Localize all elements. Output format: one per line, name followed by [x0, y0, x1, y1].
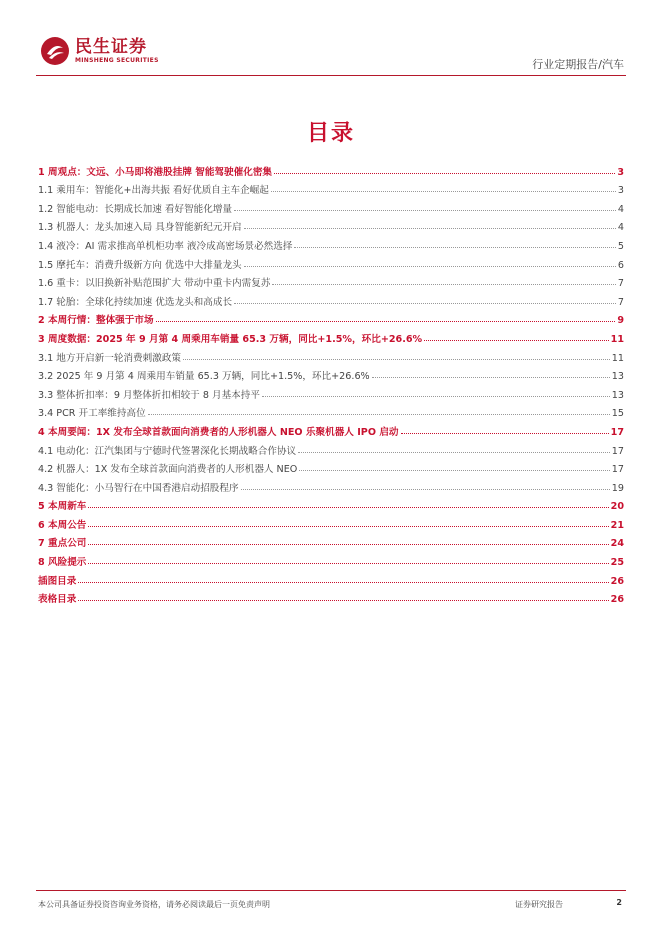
- toc-entry-label: 4.1 电动化：江汽集团与宁德时代签署深化长期战略合作协议: [38, 445, 297, 457]
- toc-leader-dots: [234, 210, 616, 211]
- toc-entry-subsection[interactable]: [38, 289, 624, 308]
- brand-logo: [40, 36, 159, 66]
- toc-entry-label: 1.7 轮胎：全球化持续加速 优选龙头和高成长: [38, 296, 233, 308]
- toc-entry-page: 21: [610, 519, 624, 531]
- toc-entry-label: 5 本周新车: [38, 501, 87, 513]
- toc-leader-dots: [88, 507, 608, 508]
- toc-leader-dots: [88, 563, 608, 564]
- toc-leader-dots: [78, 582, 608, 583]
- toc-entry-page: 9: [617, 315, 624, 327]
- toc-entry-label: 7 重点公司: [38, 538, 87, 550]
- toc-leader-dots: [424, 340, 608, 341]
- toc-entry-label: 插图目录: [38, 575, 77, 587]
- brand-name-en: MINSHENG SECURITIES: [75, 56, 159, 64]
- toc-entry-section[interactable]: [38, 159, 624, 178]
- toc-entry-subsection[interactable]: [38, 178, 624, 197]
- toc-leader-dots: [401, 433, 609, 434]
- toc-entry-label: 3 周度数据：2025 年 9 月第 4 周乘用车销量 65.3 万辆，同比+1.5%，环比+26.6%: [38, 333, 423, 345]
- toc-entry-label: 3.4 PCR 开工率维持高位: [38, 408, 146, 420]
- toc-entry-page: 25: [610, 557, 624, 569]
- toc-entry-subsection[interactable]: [38, 382, 624, 401]
- toc-entry-subsection[interactable]: [38, 401, 624, 420]
- brand-name-cn: 民生证券: [75, 36, 147, 57]
- toc-entry-section[interactable]: [38, 419, 624, 438]
- toc-entry-label: 1.1 乘用车：智能化+出海共振 看好优质自主车企崛起: [38, 185, 269, 197]
- toc-entry-page: 17: [611, 464, 624, 476]
- toc-entry-page: 3: [617, 185, 624, 197]
- toc-entry-label: 表格目录: [38, 594, 77, 606]
- page-number: 2: [616, 898, 622, 907]
- toc-leader-dots: [88, 526, 608, 527]
- toc-entry-section[interactable]: [38, 568, 624, 587]
- toc-entry-subsection[interactable]: [38, 252, 624, 271]
- toc-entry-page: 19: [611, 482, 624, 494]
- toc-entry-page: 26: [610, 594, 624, 606]
- toc-entry-label: 4.3 智能化：小马智行在中国香港启动招股程序: [38, 482, 239, 494]
- toc-entry-section[interactable]: [38, 308, 624, 327]
- toc-entry-page: 4: [617, 222, 624, 234]
- toc-leader-dots: [274, 173, 615, 174]
- toc-leader-dots: [244, 228, 616, 229]
- toc-entry-subsection[interactable]: [38, 215, 624, 234]
- toc-entry-page: 15: [611, 408, 624, 420]
- toc-leader-dots: [262, 396, 610, 397]
- toc-entry-section[interactable]: [38, 587, 624, 606]
- toc-entry-subsection[interactable]: [38, 271, 624, 290]
- toc-leader-dots: [299, 470, 609, 471]
- toc-entry-label: 1.6 重卡：以旧换新补贴范围扩大 带动中重卡内需复苏: [38, 278, 271, 290]
- toc-entry-label: 4.2 机器人：1X 发布全球首款面向消费者的人形机器人 NEO: [38, 464, 298, 476]
- toc-entry-section[interactable]: [38, 326, 624, 345]
- toc-entry-section[interactable]: [38, 494, 624, 513]
- toc-entry-label: 1.2 智能电动：长期成长加速 看好智能化增量: [38, 203, 233, 215]
- toc-entry-page: 17: [610, 426, 624, 438]
- toc-entry-page: 4: [617, 203, 624, 215]
- toc-entry-label: 1.4 液冷：AI 需求推高单机柜功率 液冷成高密场景必然选择: [38, 240, 293, 252]
- toc-entry-subsection[interactable]: [38, 457, 624, 476]
- toc-entry-subsection[interactable]: [38, 475, 624, 494]
- toc-entry-subsection[interactable]: [38, 364, 624, 383]
- toc-entry-page: 7: [617, 296, 624, 308]
- toc-leader-dots: [244, 266, 616, 267]
- toc-entry-label: 8 风险提示: [38, 557, 87, 569]
- minsheng-logo-icon: [40, 36, 70, 66]
- footer-report-type: 证券研究报告: [515, 900, 563, 909]
- toc-entry-label: 3.2 2025 年 9 月第 4 周乘用车销量 65.3 万辆，同比+1.5%，环比+26.6%: [38, 371, 370, 383]
- toc-entry-label: 1.3 机器人：龙头加速入局 具身智能新纪元开启: [38, 222, 242, 234]
- table-of-contents: [38, 159, 624, 605]
- toc-leader-dots: [372, 377, 610, 378]
- toc-entry-page: 11: [610, 333, 624, 345]
- toc-leader-dots: [298, 452, 610, 453]
- toc-entry-label: 3.1 地方开启新一轮消费刺激政策: [38, 352, 182, 364]
- footer-divider: [36, 890, 626, 891]
- toc-entry-page: 17: [611, 445, 624, 457]
- toc-leader-dots: [88, 544, 608, 545]
- toc-entry-page: 7: [617, 278, 624, 290]
- toc-entry-page: 24: [610, 538, 624, 550]
- toc-entry-page: 6: [617, 259, 624, 271]
- toc-leader-dots: [234, 303, 616, 304]
- toc-leader-dots: [272, 284, 615, 285]
- toc-leader-dots: [156, 321, 616, 322]
- toc-title: 目录: [306, 121, 355, 146]
- toc-entry-section[interactable]: [38, 549, 624, 568]
- toc-entry-subsection[interactable]: [38, 438, 624, 457]
- toc-leader-dots: [294, 247, 615, 248]
- toc-entry-page: 5: [617, 240, 624, 252]
- toc-entry-section[interactable]: [38, 531, 624, 550]
- toc-entry-label: 6 本周公告: [38, 519, 87, 531]
- toc-leader-dots: [78, 600, 608, 601]
- toc-entry-page: 26: [610, 575, 624, 587]
- toc-leader-dots: [271, 191, 616, 192]
- toc-entry-label: 1.5 摩托车：消费升级新方向 优选中大排量龙头: [38, 259, 242, 271]
- toc-entry-page: 13: [611, 389, 624, 401]
- toc-entry-label: 1 周观点：文远、小马即将港股挂牌 智能驾驶催化密集: [38, 166, 273, 178]
- toc-entry-page: 11: [611, 352, 624, 364]
- toc-entry-page: 20: [610, 501, 624, 513]
- toc-entry-page: 13: [611, 371, 624, 383]
- toc-entry-subsection[interactable]: [38, 345, 624, 364]
- toc-entry-label: 2 本周行情：整体强于市场: [38, 315, 154, 327]
- toc-entry-section[interactable]: [38, 512, 624, 531]
- header-divider: [36, 75, 626, 76]
- toc-entry-label: 4 本周要闻：1X 发布全球首款面向消费者的人形机器人 NEO 乐聚机器人 IPO 启动: [38, 426, 399, 438]
- toc-entry-subsection[interactable]: [38, 196, 624, 215]
- toc-leader-dots: [183, 359, 610, 360]
- toc-entry-page: 3: [617, 166, 624, 178]
- toc-entry-label: 3.3 整体折扣率：9 月整体折扣相较于 8 月基本持平: [38, 389, 260, 401]
- report-category: 行业定期报告/汽车: [532, 58, 624, 71]
- toc-entry-subsection[interactable]: [38, 233, 624, 252]
- toc-leader-dots: [241, 489, 610, 490]
- toc-leader-dots: [148, 414, 610, 415]
- footer-disclaimer: 本公司具备证券投资咨询业务资格，请务必阅读最后一页免责声明: [38, 900, 270, 909]
